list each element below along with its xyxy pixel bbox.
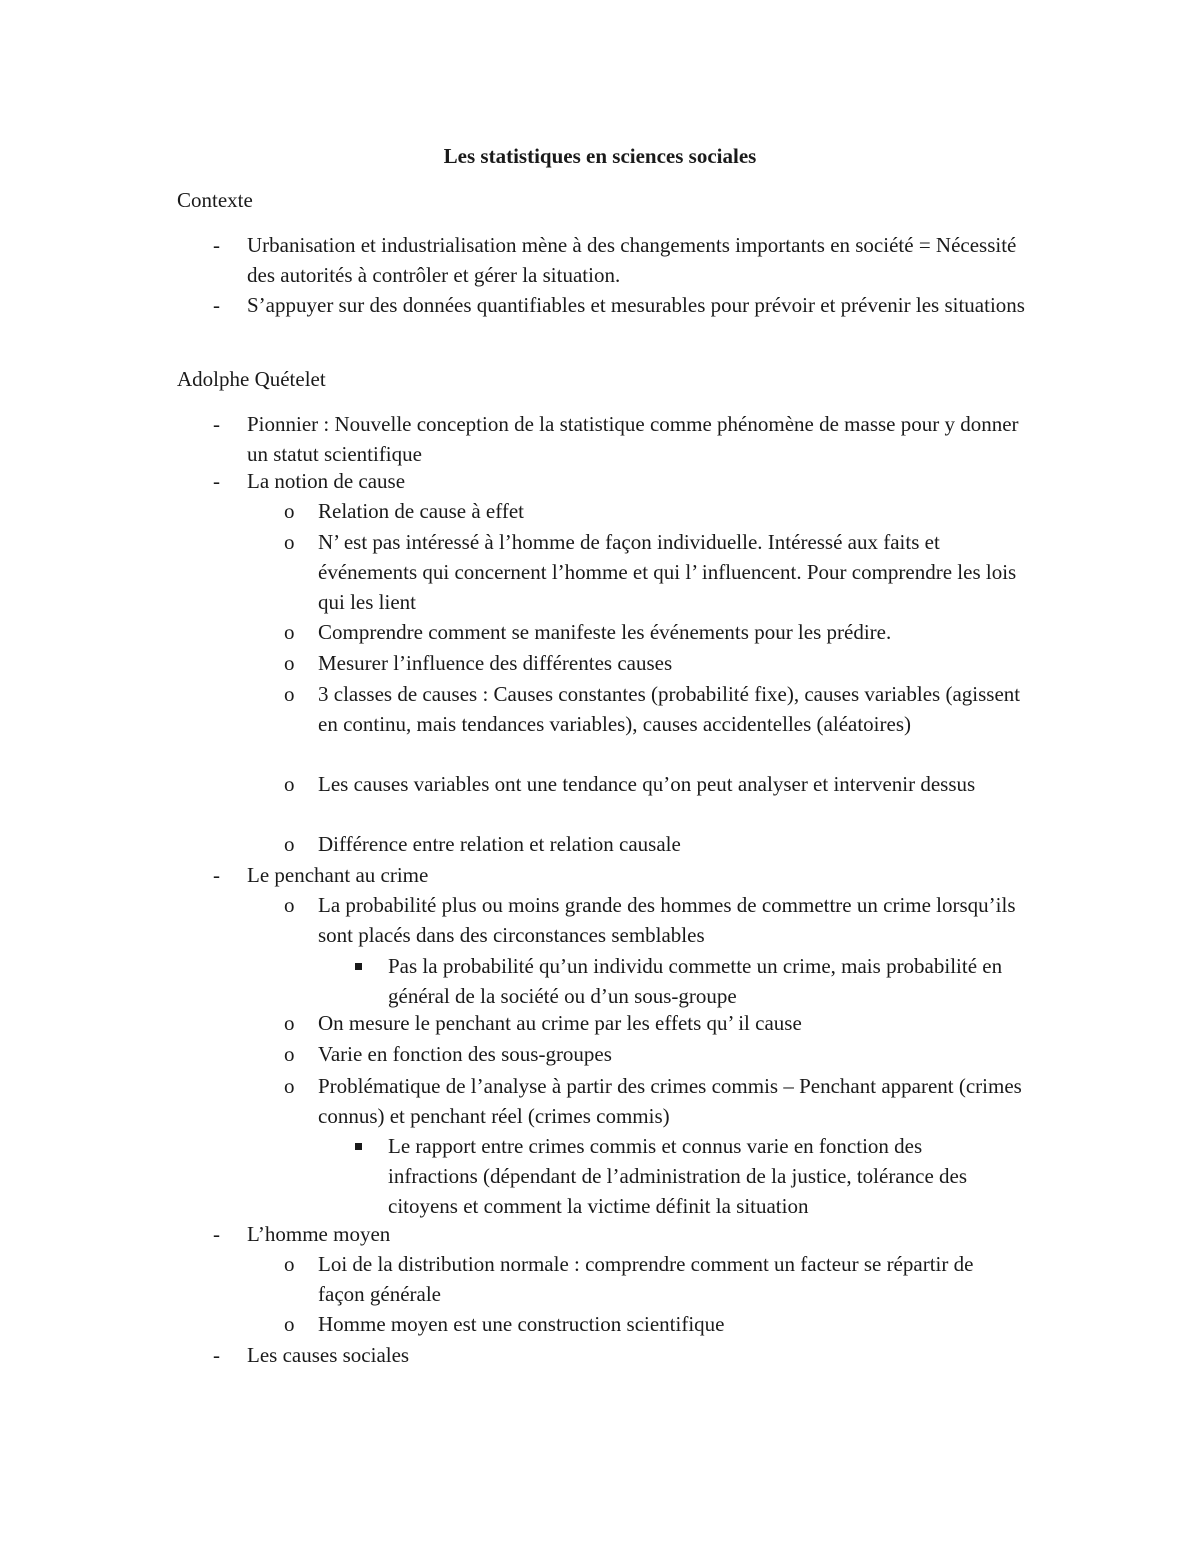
list-item-text: Comprendre comment se manifeste les événements pour les prédire. bbox=[318, 620, 892, 644]
circle-bullet: o bbox=[284, 1042, 295, 1066]
list-item-text: Pionnier : Nouvelle conception de la statistique comme phénomène de masse pour y donner un statut scientifique bbox=[247, 412, 1019, 466]
list-item bbox=[284, 769, 1024, 799]
circle-bullet: o bbox=[284, 499, 295, 523]
list-item bbox=[284, 496, 1024, 526]
circle-bullet: o bbox=[284, 1074, 295, 1098]
square-bullet-icon bbox=[355, 963, 362, 970]
list-item-text: Le rapport entre crimes commis et connus varie en fonction des infractions (dépendant de l’administration de la justice, tolérance des citoyens et comment la victime définit la situation bbox=[388, 1134, 968, 1218]
circle-bullet: o bbox=[284, 651, 295, 675]
list-item bbox=[284, 1039, 1024, 1069]
list-item-text: Les causes variables ont une tendance qu’on peut analyser et intervenir dessus bbox=[318, 772, 976, 796]
list-item bbox=[284, 617, 1024, 647]
circle-bullet: o bbox=[284, 620, 295, 644]
list-item-text: Urbanisation et industrialisation mène à des changements importants en société = Nécessité des autorités à contrôler et gérer la situation. bbox=[247, 233, 1017, 287]
list-item bbox=[213, 466, 1033, 496]
list-item-text: Problématique de l’analyse à partir des crimes commis – Penchant apparent (crimes connus) et penchant réel (crimes commis) bbox=[318, 1074, 1022, 1128]
dash-bullet: - bbox=[213, 863, 220, 887]
list-item-text: S’appuyer sur des données quantifiables et mesurables pour prévoir et prévenir les situations bbox=[247, 293, 1025, 317]
list-item-text: Le penchant au crime bbox=[247, 863, 429, 887]
list-item bbox=[284, 1249, 1024, 1309]
list-item-text: Relation de cause à effet bbox=[318, 499, 525, 523]
circle-bullet: o bbox=[284, 530, 295, 554]
dash-bullet: - bbox=[213, 412, 220, 436]
list-item bbox=[213, 409, 1033, 469]
list-item bbox=[284, 829, 1024, 859]
list-item bbox=[284, 890, 1024, 950]
list-item-text: L’homme moyen bbox=[247, 1222, 391, 1246]
list-item bbox=[284, 527, 1024, 617]
list-item bbox=[213, 1340, 1033, 1370]
circle-bullet: o bbox=[284, 772, 295, 796]
list-item-text: Pas la probabilité qu’un individu commette un crime, mais probabilité en général de la société ou d’un sous-groupe bbox=[388, 954, 1003, 1008]
list-item bbox=[355, 1131, 1015, 1221]
list-item bbox=[213, 230, 1033, 290]
list-item bbox=[284, 648, 1024, 678]
document-title: Les statistiques en sciences sociales bbox=[443, 144, 757, 168]
list-item bbox=[213, 290, 1033, 320]
circle-bullet: o bbox=[284, 832, 295, 856]
section-heading-adolphe-quetelet: Adolphe Quételet bbox=[177, 367, 326, 391]
list-item-text: 3 classes de causes : Causes constantes (probabilité fixe), causes variables (agissent en continu, mais tendances variables), causes accidentelles (aléatoires) bbox=[318, 682, 1021, 736]
section-heading-contexte: Contexte bbox=[177, 188, 253, 212]
circle-bullet: o bbox=[284, 893, 295, 917]
list-item bbox=[355, 951, 1015, 1011]
list-item bbox=[213, 860, 1033, 890]
dash-bullet: - bbox=[213, 233, 220, 257]
list-item-text: Varie en fonction des sous-groupes bbox=[318, 1042, 612, 1066]
circle-bullet: o bbox=[284, 1011, 295, 1035]
circle-bullet: o bbox=[284, 1312, 295, 1336]
list-item-text: Mesurer l’influence des différentes causes bbox=[318, 651, 673, 675]
list-item-text: La probabilité plus ou moins grande des hommes de commettre un crime lorsqu’ils sont placés dans des circonstances semblables bbox=[318, 893, 1016, 947]
list-item bbox=[284, 1309, 1024, 1339]
list-item-text: On mesure le penchant au crime par les effets qu’ il cause bbox=[318, 1011, 802, 1035]
list-item bbox=[284, 1071, 1024, 1131]
list-item-text: N’ est pas intéressé à l’homme de façon individuelle. Intéressé aux faits et événements qui concernent l’homme et qui l’ influencent. Pour comprendre les lois qui les lient bbox=[318, 530, 1017, 614]
list-item-text: Loi de la distribution normale : comprendre comment un facteur se répartir de façon générale bbox=[318, 1252, 974, 1306]
dash-bullet: - bbox=[213, 1222, 220, 1246]
dash-bullet: - bbox=[213, 469, 220, 493]
list-item bbox=[284, 1008, 1024, 1038]
circle-bullet: o bbox=[284, 1252, 295, 1276]
list-item-text: Les causes sociales bbox=[247, 1343, 410, 1367]
square-bullet-icon bbox=[355, 1143, 362, 1150]
circle-bullet: o bbox=[284, 682, 295, 706]
dash-bullet: - bbox=[213, 293, 220, 317]
list-item bbox=[284, 679, 1024, 739]
list-item bbox=[213, 1219, 1033, 1249]
list-item-text: Homme moyen est une construction scientifique bbox=[318, 1312, 725, 1336]
list-item-text: La notion de cause bbox=[247, 469, 406, 493]
dash-bullet: - bbox=[213, 1343, 220, 1367]
list-item-text: Différence entre relation et relation causale bbox=[318, 832, 681, 856]
